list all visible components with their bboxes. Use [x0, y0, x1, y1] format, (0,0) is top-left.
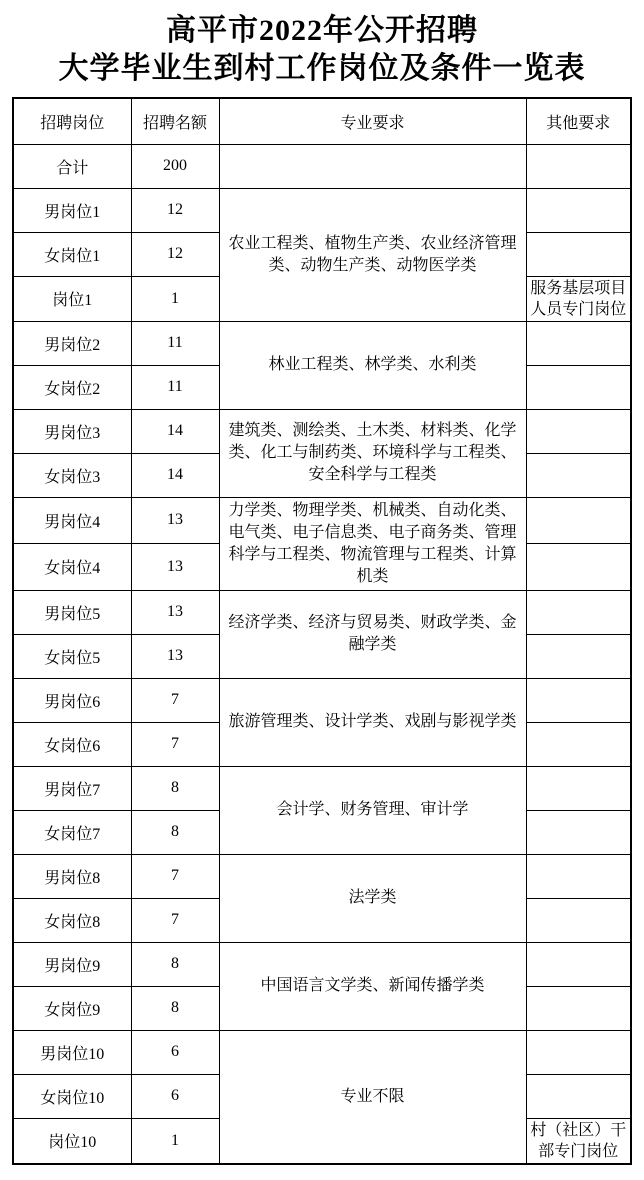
position-cell: 男岗位8 — [13, 854, 131, 898]
quota-cell: 6 — [131, 1074, 219, 1118]
other-cell — [526, 810, 631, 854]
table-row — [13, 854, 631, 898]
position-cell: 女岗位4 — [13, 544, 131, 591]
table-row — [13, 678, 631, 722]
major-cell: 农业工程类、植物生产类、农业经济管理类、动物生产类、动物医学类 — [219, 188, 526, 321]
table-row — [13, 409, 631, 453]
other-cell — [526, 232, 631, 276]
quota-cell: 7 — [131, 898, 219, 942]
table-row — [13, 497, 631, 544]
quota-cell: 7 — [131, 722, 219, 766]
quota-cell: 8 — [131, 942, 219, 986]
major-cell: 中国语言文学类、新闻传播学类 — [219, 942, 526, 1030]
quota-cell: 12 — [131, 188, 219, 232]
other-cell — [526, 634, 631, 678]
major-cell: 建筑类、测绘类、土木类、材料类、化学类、化工与制药类、环境科学与工程类、安全科学与工程类 — [219, 409, 526, 497]
quota-cell: 13 — [131, 497, 219, 544]
quota-cell: 6 — [131, 1030, 219, 1074]
document-title-line2: 大学毕业生到村工作岗位及条件一览表 — [58, 52, 586, 85]
other-cell — [526, 942, 631, 986]
major-cell: 旅游管理类、设计学类、戏剧与影视学类 — [219, 678, 526, 766]
position-cell: 女岗位5 — [13, 634, 131, 678]
major-cell — [219, 144, 526, 188]
major-cell: 会计学、财务管理、审计学 — [219, 766, 526, 854]
quota-cell: 11 — [131, 365, 219, 409]
table-header-row — [13, 98, 631, 144]
other-cell — [526, 986, 631, 1030]
other-cell — [526, 453, 631, 497]
table-row — [13, 321, 631, 365]
table-row — [13, 188, 631, 232]
major-cell: 经济学类、经济与贸易类、财政学类、金融学类 — [219, 590, 526, 678]
position-cell: 女岗位10 — [13, 1074, 131, 1118]
other-cell — [526, 1030, 631, 1074]
quota-cell: 13 — [131, 544, 219, 591]
other-cell — [526, 1074, 631, 1118]
other-cell — [526, 365, 631, 409]
position-cell: 男岗位2 — [13, 321, 131, 365]
major-cell: 专业不限 — [219, 1030, 526, 1164]
header-major: 专业要求 — [219, 98, 526, 144]
position-cell: 男岗位7 — [13, 766, 131, 810]
position-cell: 男岗位1 — [13, 188, 131, 232]
quota-cell: 1 — [131, 276, 219, 321]
position-cell: 女岗位2 — [13, 365, 131, 409]
other-cell — [526, 497, 631, 544]
document-title — [0, 12, 644, 88]
table-row — [13, 766, 631, 810]
other-cell — [526, 898, 631, 942]
header-other: 其他要求 — [526, 98, 631, 144]
position-cell: 女岗位8 — [13, 898, 131, 942]
position-cell: 女岗位6 — [13, 722, 131, 766]
position-cell: 女岗位7 — [13, 810, 131, 854]
position-cell: 岗位10 — [13, 1118, 131, 1164]
table-row — [13, 590, 631, 634]
position-cell: 男岗位4 — [13, 497, 131, 544]
position-cell: 男岗位5 — [13, 590, 131, 634]
quota-cell: 13 — [131, 634, 219, 678]
table-row — [13, 1030, 631, 1074]
header-quota: 招聘名额 — [131, 98, 219, 144]
major-cell: 法学类 — [219, 854, 526, 942]
quota-cell: 8 — [131, 810, 219, 854]
other-cell — [526, 409, 631, 453]
other-cell — [526, 144, 631, 188]
quota-cell: 14 — [131, 453, 219, 497]
other-cell — [526, 722, 631, 766]
recruitment-table — [12, 97, 632, 1165]
quota-cell: 7 — [131, 678, 219, 722]
quota-cell: 14 — [131, 409, 219, 453]
table-row — [13, 144, 631, 188]
table-row — [13, 942, 631, 986]
other-cell — [526, 188, 631, 232]
quota-cell: 1 — [131, 1118, 219, 1164]
other-cell — [526, 590, 631, 634]
position-cell: 男岗位9 — [13, 942, 131, 986]
position-cell: 男岗位10 — [13, 1030, 131, 1074]
other-cell — [526, 544, 631, 591]
major-cell: 林业工程类、林学类、水利类 — [219, 321, 526, 409]
quota-cell: 12 — [131, 232, 219, 276]
quota-cell: 8 — [131, 766, 219, 810]
header-position: 招聘岗位 — [13, 98, 131, 144]
other-cell — [526, 678, 631, 722]
major-cell: 力学类、物理学类、机械类、自动化类、电气类、电子信息类、电子商务类、管理科学与工程类、物流管理与工程类、计算机类 — [219, 497, 526, 590]
quota-cell: 7 — [131, 854, 219, 898]
position-cell: 男岗位6 — [13, 678, 131, 722]
other-cell: 服务基层项目人员专门岗位 — [526, 276, 631, 321]
position-cell: 合计 — [13, 144, 131, 188]
other-cell — [526, 766, 631, 810]
position-cell: 女岗位9 — [13, 986, 131, 1030]
document-title-line1: 高平市2022年公开招聘 — [166, 14, 478, 47]
position-cell: 男岗位3 — [13, 409, 131, 453]
quota-cell: 11 — [131, 321, 219, 365]
table-body — [13, 144, 631, 1164]
position-cell: 女岗位3 — [13, 453, 131, 497]
position-cell: 女岗位1 — [13, 232, 131, 276]
quota-cell: 13 — [131, 590, 219, 634]
other-cell — [526, 321, 631, 365]
other-cell: 村（社区）干部专门岗位 — [526, 1118, 631, 1164]
other-cell — [526, 854, 631, 898]
quota-cell: 8 — [131, 986, 219, 1030]
position-cell: 岗位1 — [13, 276, 131, 321]
quota-cell: 200 — [131, 144, 219, 188]
